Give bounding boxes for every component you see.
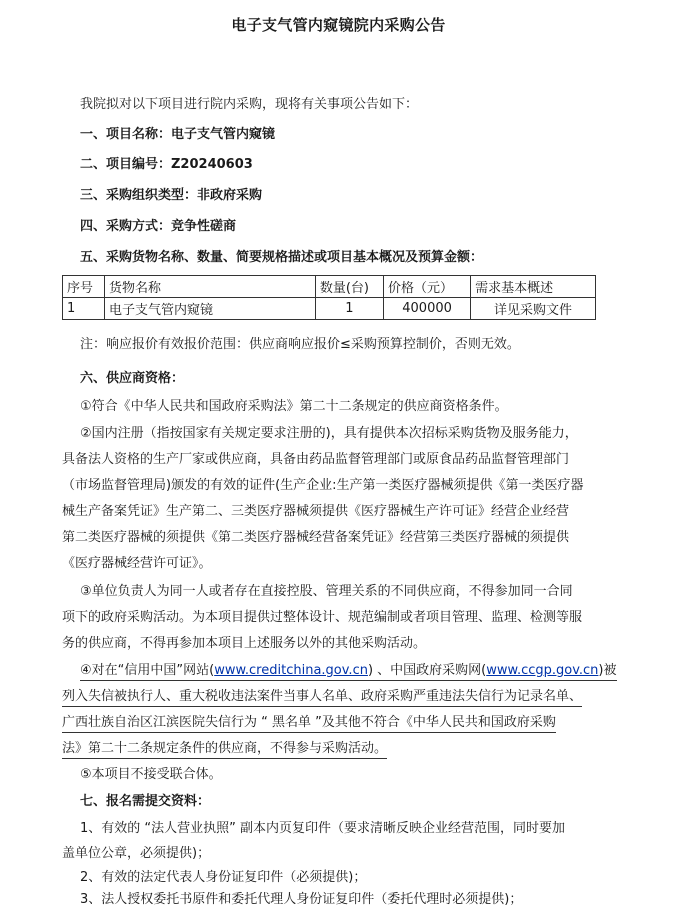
registration-item-3: 3、法人授权委托书原件和委托代理人身份证复印件（委托代理时必须提供)； — [80, 892, 523, 907]
registration-heading: 七、报名需提交资料： — [80, 794, 211, 809]
qualification-heading: 六、供应商资格： — [80, 371, 185, 386]
table-cell: 1 — [63, 298, 105, 320]
intro-paragraph: 我院拟对以下项目进行院内采购，现将有关事项公告如下： — [80, 97, 419, 112]
table-header-cell: 需求基本概述 — [471, 276, 596, 298]
ccgp-link[interactable]: www.ccgp.gov.cn — [486, 663, 599, 678]
item-project-name: 一、项目名称：电子支气管内窥镜 — [80, 127, 276, 142]
qualification-item-4-text: ④对在“信用中国”网站( — [80, 663, 215, 678]
table-cell: 1 — [315, 298, 383, 320]
qualification-item-3: 项下的政府采购活动。为本项目提供过整体设计、规范编制或者项目管理、监理、检测等服 — [62, 610, 583, 625]
table-header-cell: 数量(台) — [315, 276, 383, 298]
qualification-item-2: 具备法人资格的生产厂家或供应商，具备由药品监督管理部门或原食品药品监督管理部门 — [62, 452, 570, 467]
qualification-item-4-text: )被 — [598, 663, 617, 678]
table-header-cell: 价格（元） — [384, 276, 471, 298]
item-procurement-method: 四、采购方式：竞争性磋商 — [80, 219, 237, 234]
qualification-item-4-text: ) 、中国政府采购网( — [367, 663, 487, 678]
table-header-cell: 货物名称 — [104, 276, 315, 298]
qualification-item-1: ①符合《中华人民共和国政府采购法》第二十二条规定的供应商资格条件。 — [80, 399, 508, 414]
price-note: 注：响应报价有效报价范围：供应商响应报价≤采购预算控制价，否则无效。 — [80, 337, 520, 352]
table-header-cell: 序号 — [63, 276, 105, 298]
table-cell: 电子支气管内窥镜 — [104, 298, 315, 320]
qualification-item-5: ⑤本项目不接受联合体。 — [80, 767, 222, 782]
qualification-item-2: （市场监督管理局)颁发的有效的证件(生产企业:生产第一类医疗器械须提供《第一类医疗器 — [62, 478, 584, 493]
table-cell: 400000 — [384, 298, 471, 320]
table-cell: 详见采购文件 — [471, 298, 596, 320]
qualification-item-4 — [80, 662, 617, 681]
page-title: 电子支气管内窥镜院内采购公告 — [231, 16, 446, 34]
procurement-table — [62, 275, 596, 320]
qualification-item-2: 第二类医疗器械的须提供《第二类医疗器械经营备案凭证》经营第三类医疗器械的须提供 — [62, 530, 570, 545]
table-header-row — [63, 276, 596, 298]
item-org-type: 三、采购组织类型：非政府采购 — [80, 188, 263, 203]
qualification-item-4: 列入失信被执行人、重大税收违法案件当事人名单、政府采购严重违法失信行为记录名单、 — [62, 688, 582, 707]
qualification-item-2: ②国内注册（指按国家有关规定要求注册的)，具有提供本次招标采购货物及服务能力， — [80, 426, 578, 441]
item-project-code: 二、项目编号：Z20240603 — [80, 157, 253, 172]
qualification-item-3: 务的供应商，不得再参加本项目上述服务以外的其他采购活动。 — [62, 636, 427, 651]
registration-item-1: 盖单位公章，必须提供)； — [62, 846, 211, 861]
qualification-item-2: 械生产备案凭证》生产第二、三类医疗器械须提供《医疗器械生产许可证》经营企业经营 — [62, 504, 570, 519]
registration-item-1: 1、有效的 “法人营业执照” 副本内页复印件（要求清晰反映企业经营范围，同时要加 — [80, 821, 566, 836]
registration-item-2: 2、有效的法定代表人身份证复印件（必须提供)； — [80, 870, 367, 885]
qualification-item-4: 法》第二十二条规定条件的供应商，不得参与采购活动。 — [62, 740, 387, 759]
item-goods-heading: 五、采购货物名称、数量、简要规格描述或项目基本概况及预算金额： — [80, 250, 484, 265]
creditchina-link[interactable]: www.creditchina.gov.cn — [214, 663, 368, 678]
qualification-item-3: ③单位负责人为同一人或者存在直接控股、管理关系的不同供应商，不得参加同一合同 — [80, 584, 573, 599]
qualification-item-4: 广西壮族自治区江滨医院失信行为 “ 黑名单 ”及其他不符合《中华人民共和国政府采购 — [62, 714, 556, 733]
qualification-item-2: 《医疗器械经营许可证》。 — [62, 556, 212, 571]
table-row — [63, 298, 596, 320]
